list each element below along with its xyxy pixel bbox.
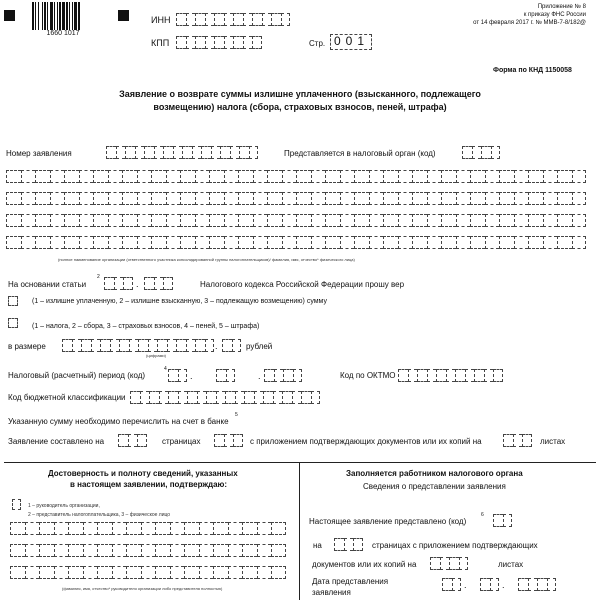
date-label-line2: заявления (312, 588, 351, 597)
oktmo-label: Код по ОКТМО (340, 371, 396, 380)
signer-cell-row[interactable] (10, 522, 286, 535)
barcode-number: 1660 1017 (32, 30, 94, 37)
org-name-note: (полное наименование организации (ответственного участника консолидированной группы налогоплательщиков)/ фамилия, имя, отчество* физического лица) (58, 257, 355, 262)
name-cell-row[interactable] (6, 236, 586, 249)
officer-title: Заполняется работником налогового органа (346, 469, 523, 478)
signer-type-checkbox[interactable] (12, 499, 21, 510)
appendix-line1: Приложение № 8 (537, 4, 586, 10)
corner-marker-right (118, 10, 129, 21)
kpp-label: КПП (151, 38, 170, 48)
code-footnote: 6 (481, 512, 484, 518)
confirm-title-line1: Достоверность и полноту сведений, указанных (48, 469, 238, 478)
signer-cell-row[interactable] (10, 566, 286, 579)
attached-docs-label: с приложением подтверждающих документов или их копий на (250, 437, 482, 446)
inn-label: ИНН (151, 15, 171, 25)
form-code: Форма по КНД 1150058 (493, 67, 572, 74)
on-word: на (313, 541, 322, 550)
confirm-title-line2: в настоящем заявлении, подтверждаю: (70, 480, 228, 489)
inn-field[interactable] (176, 13, 290, 26)
amount-field[interactable] (62, 339, 214, 352)
amount-label: в размере (8, 342, 46, 351)
oktmo-field[interactable] (398, 369, 503, 382)
pages-attached-label: страницах с приложением подтверждающих (372, 541, 538, 550)
period-dot-1: . (190, 371, 193, 381)
amount-dot: . (215, 341, 218, 351)
page-number: 001 (334, 34, 370, 48)
composed-on-label: Заявление составлено на (8, 437, 105, 446)
return-type-options: (1 – излишне уплаченную, 2 – излишне взысканную, 3 – подлежащую возмещению) сумму (32, 298, 327, 305)
payment-type-checkbox[interactable] (8, 318, 18, 328)
amount-note: (цифрами) (146, 353, 166, 358)
barcode-bar (69, 2, 70, 30)
barcode-bar (74, 2, 77, 30)
name-cell-row[interactable] (6, 170, 586, 183)
officer-subtitle: Сведения о представлении заявления (363, 482, 506, 491)
column-divider (299, 462, 300, 600)
docs-copies-label: документов или их копий на (312, 560, 417, 569)
name-cell-row[interactable] (6, 192, 586, 205)
name-cell-row[interactable] (6, 214, 586, 227)
period-field-2[interactable] (216, 369, 235, 382)
title-line1: Заявление о возврате суммы излишне уплаченного (взысканного, подлежащего (119, 89, 481, 99)
period-footnote: 4 (164, 366, 167, 372)
return-type-checkbox[interactable] (8, 296, 18, 306)
barcode-bar (47, 2, 48, 30)
payment-type-options: (1 – налога, 2 – сбора, 3 – страховых взносов, 4 – пеней, 5 – штрафа) (32, 323, 260, 330)
bank-footnote: 5 (235, 412, 238, 418)
basis-article-field[interactable] (104, 277, 133, 290)
section-divider (4, 462, 596, 463)
sheets-word: листах (540, 437, 566, 446)
period-dot-2: . (258, 371, 261, 381)
appendix-line3: от 14 февраля 2017 г. № ММВ-7-8/182@ (473, 20, 586, 26)
barcode-bar (62, 2, 65, 30)
barcode-bar (32, 2, 34, 30)
period-field-3[interactable] (264, 369, 302, 382)
date-dot-2: . (502, 580, 505, 590)
barcode-bar (38, 2, 39, 30)
kpp-field[interactable] (176, 36, 262, 49)
basis-footnote: 2 (97, 274, 100, 280)
barcode-bar (78, 2, 80, 30)
appendix-line2: к приказу ФНС России (523, 12, 586, 18)
corner-marker-left (4, 10, 15, 21)
date-year-field[interactable] (518, 578, 556, 591)
application-number-label: Номер заявления (6, 149, 72, 158)
signer-cell-row[interactable] (10, 544, 286, 557)
kbk-field[interactable] (130, 391, 320, 404)
submitted-code-field[interactable] (493, 514, 512, 527)
barcode-bar (42, 2, 43, 30)
bank-label: Указанную сумму необходимо перечислить на счет в банке (8, 417, 229, 426)
pages-extra-field[interactable] (214, 434, 243, 447)
basis-article-label: На основании статьи (8, 280, 87, 289)
tax-code-text: Налогового кодекса Российской Федерации прошу вер (200, 280, 405, 289)
barcode-bar (66, 2, 68, 30)
signer-option-a: 1 – руководитель организации, (28, 503, 100, 509)
barcode-bar (50, 2, 53, 30)
application-number-field[interactable] (106, 146, 258, 159)
amount-unit: рублей (246, 342, 273, 351)
officer-sheets-word: листах (498, 560, 524, 569)
barcode-bar (57, 2, 58, 30)
basis-dot: . (136, 279, 139, 289)
period-label: Налоговый (расчетный) период (код) (8, 371, 146, 380)
officer-pages-field[interactable] (334, 538, 363, 551)
signer-option-b: 2 – представитель налогоплательщика, 3 – физическое лицо (28, 512, 171, 518)
signer-name-note: (фамилия, имя, отчество* руководителя организации либо представителя полностью) (62, 586, 223, 591)
barcode (32, 2, 94, 38)
date-label-line1: Дата представления (312, 577, 389, 586)
barcode-bar (44, 2, 46, 30)
amount-kopeks-field[interactable] (222, 339, 241, 352)
submitted-code-label: Настоящее заявление представлено (код) (309, 517, 467, 526)
date-month-field[interactable] (480, 578, 499, 591)
title-line2: возмещению) налога (сбора, страховых взносов, пеней, штрафа) (153, 102, 447, 112)
barcode-bar (54, 2, 55, 30)
tax-office-code-field[interactable] (462, 146, 500, 159)
page-label: Стр. (309, 39, 326, 48)
page-title (0, 88, 600, 114)
sheets-count-field[interactable] (503, 434, 532, 447)
pages-count-field[interactable] (118, 434, 147, 447)
period-field-1[interactable] (168, 369, 187, 382)
barcode-bar (72, 2, 73, 30)
kbk-label: Код бюджетной классификации (8, 393, 126, 402)
tax-office-label: Представляется в налоговый орган (код) (284, 149, 436, 158)
date-dot-1: . (464, 580, 467, 590)
basis-article-sub-field[interactable] (144, 277, 173, 290)
pages-word: страницах (162, 437, 201, 446)
date-day-field[interactable] (442, 578, 461, 591)
barcode-bar (35, 2, 36, 30)
officer-sheets-field[interactable] (430, 557, 468, 570)
barcode-bar (59, 2, 61, 30)
